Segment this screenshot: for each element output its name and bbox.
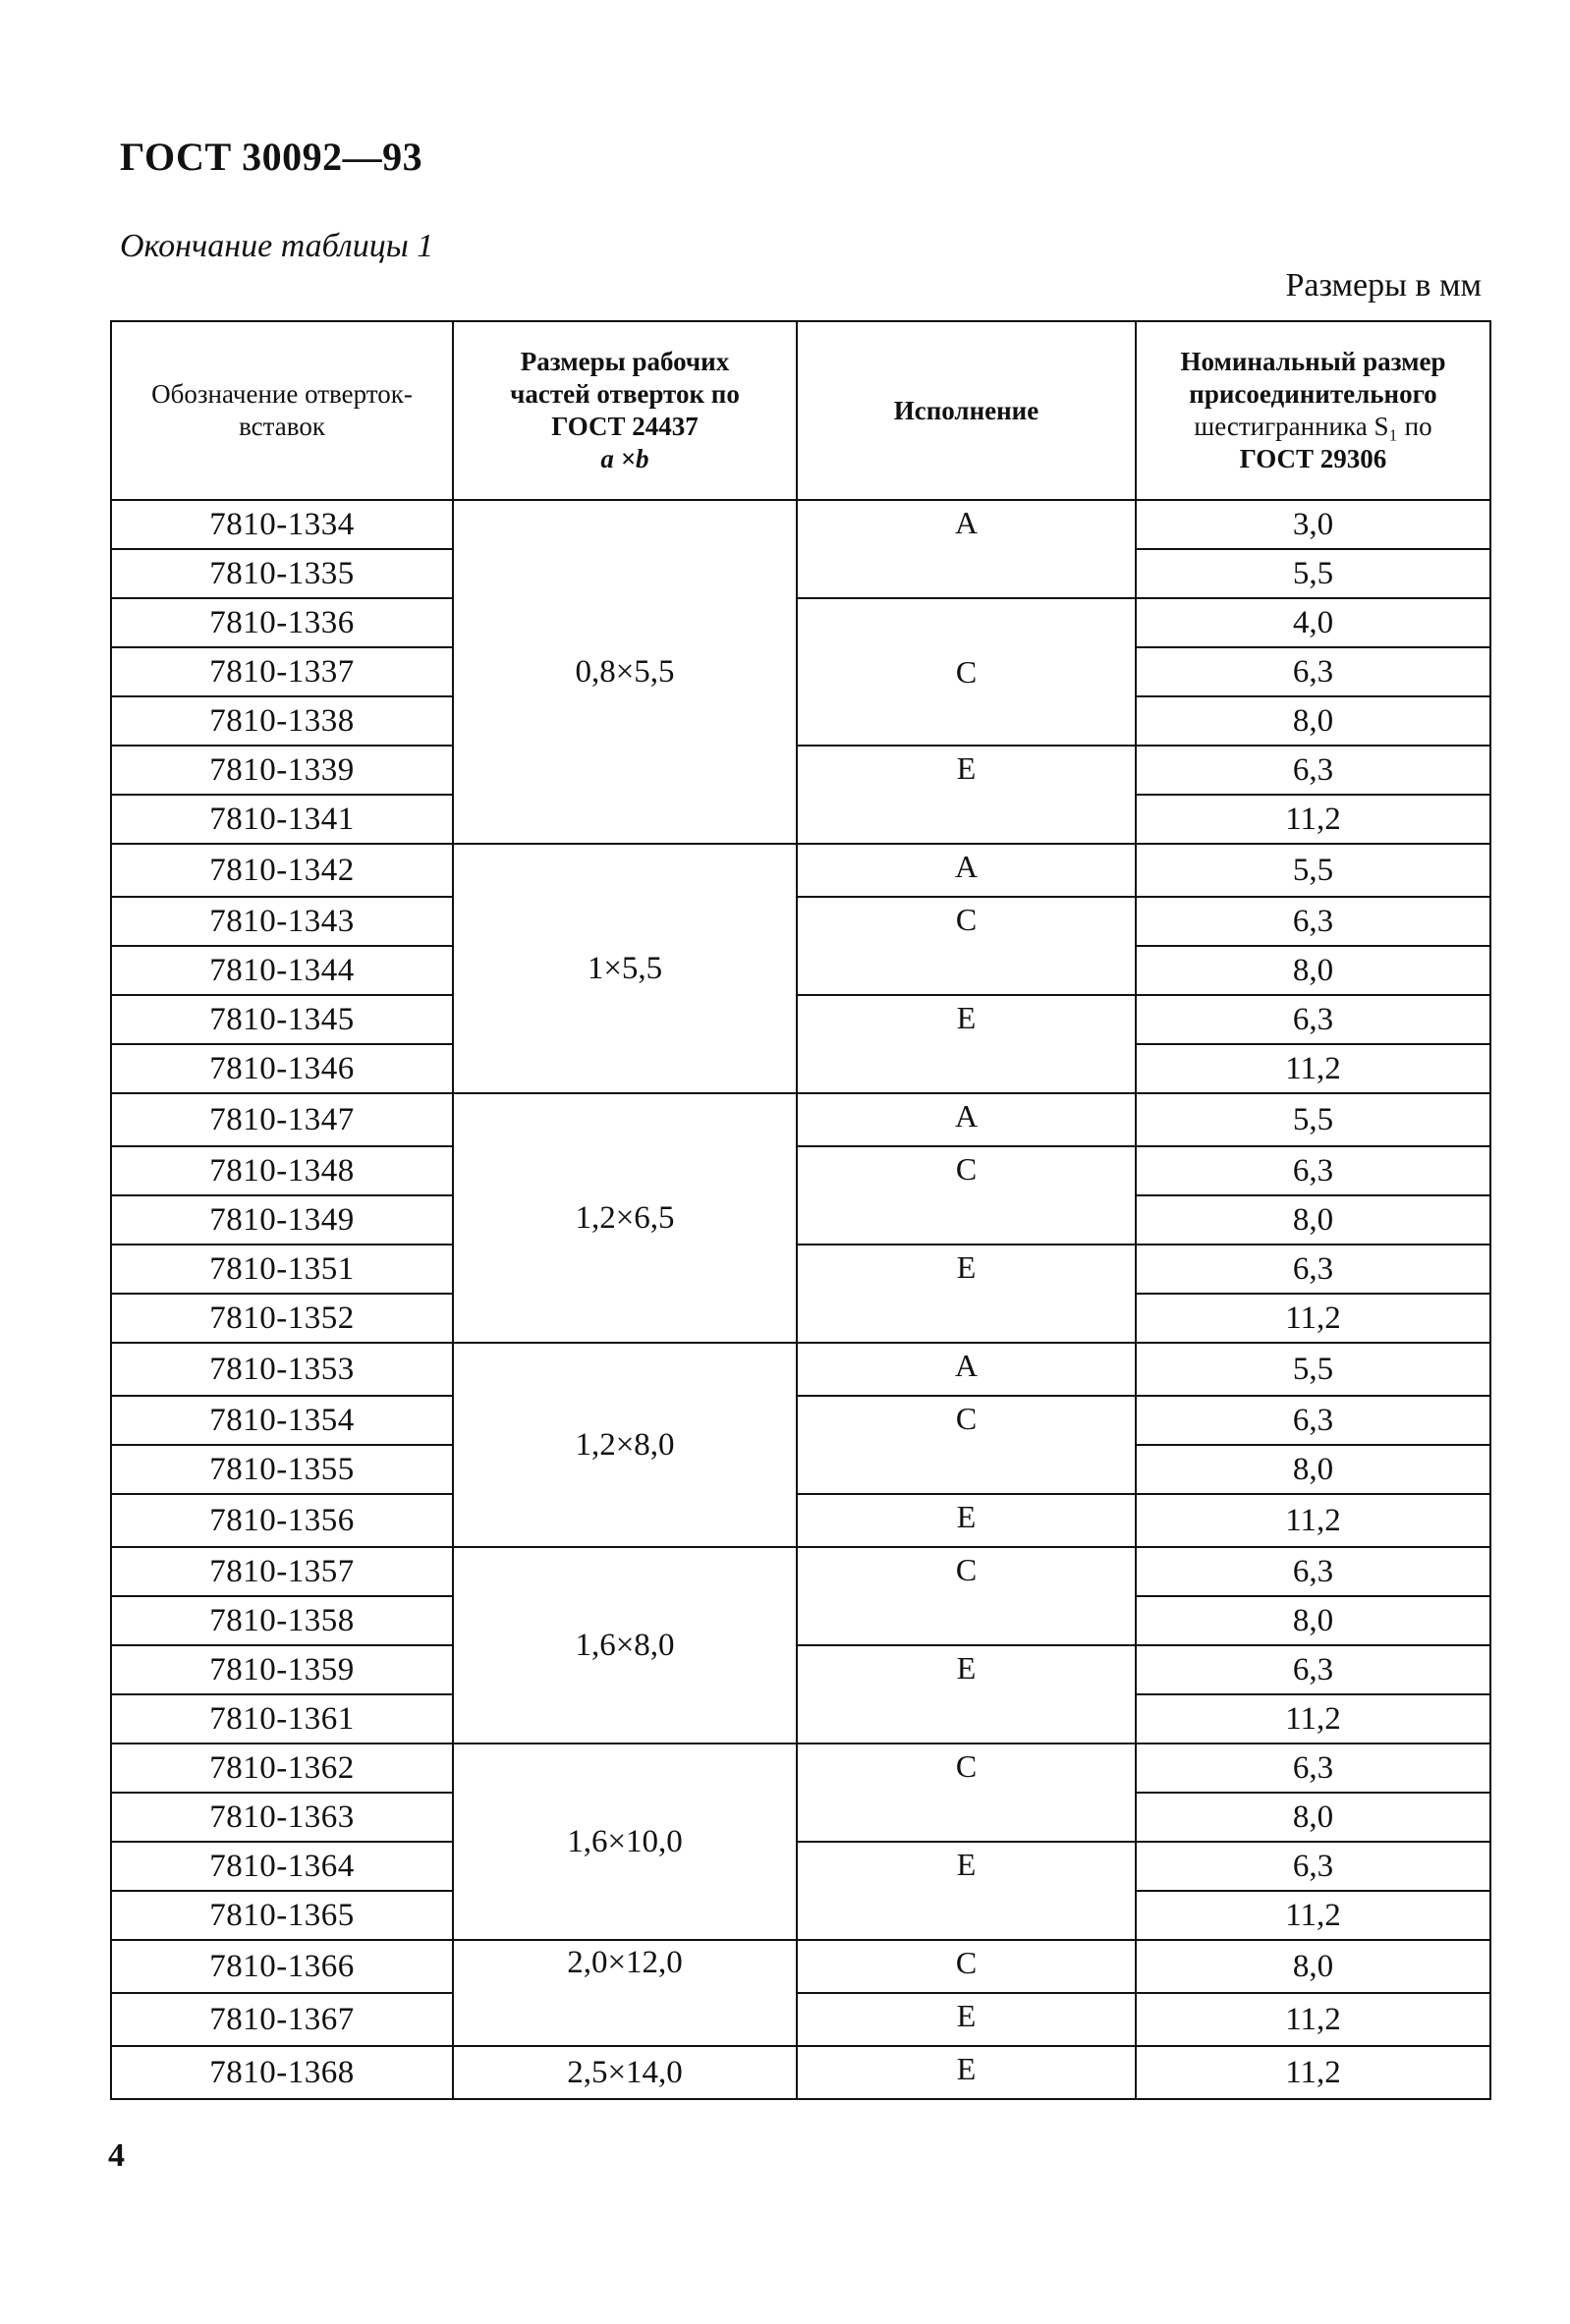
size-cell: 1,2×8,0	[453, 1343, 797, 1547]
hex-cell: 8,0	[1136, 1793, 1490, 1842]
table-row	[111, 598, 1490, 647]
header-designation: Обозначение отверток-вставок	[111, 321, 453, 500]
table-row	[111, 1940, 1490, 1993]
execution-cell: C	[797, 1940, 1136, 1993]
designation-cell: 7810-1349	[111, 1195, 453, 1245]
hex-cell: 11,2	[1136, 795, 1490, 844]
hex-cell: 8,0	[1136, 1195, 1490, 1245]
execution-cell: E	[797, 1993, 1136, 2046]
size-cell: 1,2×6,5	[453, 1093, 797, 1343]
designation-cell: 7810-1338	[111, 696, 453, 746]
execution-cell: C	[797, 1396, 1136, 1494]
hex-cell: 6,3	[1136, 1146, 1490, 1195]
table-header-row	[111, 321, 1490, 500]
designation-cell: 7810-1335	[111, 549, 453, 598]
table-row	[111, 1343, 1490, 1396]
header-hex-size: Номинальный размер присоединительного шестигранника S₁ по ГОСТ 29306	[1136, 321, 1490, 500]
designation-cell: 7810-1368	[111, 2046, 453, 2099]
size-cell: 1,6×8,0	[453, 1547, 797, 1743]
size-cell: 1×5,5	[453, 844, 797, 1093]
table-row	[111, 844, 1490, 897]
hex-cell: 6,3	[1136, 1743, 1490, 1793]
size-cell: 0,8×5,5	[453, 500, 797, 844]
designation-cell: 7810-1367	[111, 1993, 453, 2046]
execution-cell: E	[797, 2046, 1136, 2099]
execution-cell: C	[797, 1743, 1136, 1842]
designation-cell: 7810-1336	[111, 598, 453, 647]
designation-cell: 7810-1365	[111, 1891, 453, 1940]
hex-cell: 8,0	[1136, 1445, 1490, 1494]
designation-cell: 7810-1344	[111, 946, 453, 995]
table-row	[111, 2046, 1490, 2099]
hex-cell: 6,3	[1136, 1547, 1490, 1596]
table-row	[111, 1993, 1490, 2046]
designation-cell: 7810-1341	[111, 795, 453, 844]
execution-cell: A	[797, 844, 1136, 897]
designation-cell: 7810-1363	[111, 1793, 453, 1842]
designation-cell: 7810-1348	[111, 1146, 453, 1195]
hex-cell: 8,0	[1136, 696, 1490, 746]
header-execution: Исполнение	[797, 321, 1136, 500]
hex-cell: 11,2	[1136, 1494, 1490, 1547]
hex-cell: 11,2	[1136, 1891, 1490, 1940]
designation-cell: 7810-1345	[111, 995, 453, 1044]
execution-cell: C	[797, 1146, 1136, 1245]
hex-cell: 6,3	[1136, 1245, 1490, 1294]
execution-cell: C	[797, 897, 1136, 995]
hex-cell: 8,0	[1136, 1940, 1490, 1993]
hex-cell: 6,3	[1136, 647, 1490, 696]
hex-cell: 6,3	[1136, 746, 1490, 795]
designation-cell: 7810-1366	[111, 1940, 453, 1993]
hex-cell: 11,2	[1136, 1044, 1490, 1093]
execution-cell: E	[797, 1842, 1136, 1940]
designation-cell: 7810-1364	[111, 1842, 453, 1891]
hex-cell: 6,3	[1136, 1842, 1490, 1891]
hex-cell: 5,5	[1136, 1343, 1490, 1396]
hex-cell: 11,2	[1136, 1294, 1490, 1343]
designation-cell: 7810-1355	[111, 1445, 453, 1494]
designation-cell: 7810-1362	[111, 1743, 453, 1793]
hex-cell: 4,0	[1136, 598, 1490, 647]
hex-cell: 6,3	[1136, 1396, 1490, 1445]
designation-cell: 7810-1346	[111, 1044, 453, 1093]
execution-cell: E	[797, 1494, 1136, 1547]
table-caption: Окончание таблицы 1	[120, 228, 434, 264]
execution-cell: A	[797, 500, 1136, 598]
table-row	[111, 897, 1490, 946]
units-note: Размеры в мм	[1285, 267, 1482, 304]
table-row	[111, 995, 1490, 1044]
execution-cell: C	[797, 598, 1136, 746]
execution-cell: E	[797, 1645, 1136, 1743]
execution-cell: A	[797, 1093, 1136, 1146]
designation-cell: 7810-1334	[111, 500, 453, 549]
table-row	[111, 1743, 1490, 1793]
table-row	[111, 1396, 1490, 1445]
designation-cell: 7810-1354	[111, 1396, 453, 1445]
hex-cell: 5,5	[1136, 1093, 1490, 1146]
designation-cell: 7810-1357	[111, 1547, 453, 1596]
dimensions-table	[110, 320, 1491, 2100]
hex-cell: 3,0	[1136, 500, 1490, 549]
table-row	[111, 1146, 1490, 1195]
hex-cell: 11,2	[1136, 1694, 1490, 1743]
execution-cell: E	[797, 995, 1136, 1093]
designation-cell: 7810-1351	[111, 1245, 453, 1294]
designation-cell: 7810-1358	[111, 1596, 453, 1645]
hex-cell: 8,0	[1136, 946, 1490, 995]
hex-cell: 5,5	[1136, 844, 1490, 897]
hex-cell: 6,3	[1136, 1645, 1490, 1694]
designation-cell: 7810-1359	[111, 1645, 453, 1694]
hex-cell: 6,3	[1136, 897, 1490, 946]
table-row	[111, 1645, 1490, 1694]
hex-cell: 6,3	[1136, 995, 1490, 1044]
designation-cell: 7810-1361	[111, 1694, 453, 1743]
designation-cell: 7810-1342	[111, 844, 453, 897]
table-row	[111, 500, 1490, 549]
designation-cell: 7810-1353	[111, 1343, 453, 1396]
table-row	[111, 746, 1490, 795]
designation-cell: 7810-1356	[111, 1494, 453, 1547]
execution-cell: E	[797, 746, 1136, 844]
execution-cell: E	[797, 1245, 1136, 1343]
hex-cell: 11,2	[1136, 1993, 1490, 2046]
table-row	[111, 1842, 1490, 1891]
hex-cell: 11,2	[1136, 2046, 1490, 2099]
size-cell: 2,5×14,0	[453, 2046, 797, 2099]
designation-cell: 7810-1343	[111, 897, 453, 946]
hex-cell: 8,0	[1136, 1596, 1490, 1645]
table-row	[111, 1245, 1490, 1294]
designation-cell: 7810-1339	[111, 746, 453, 795]
execution-cell: A	[797, 1343, 1136, 1396]
designation-cell: 7810-1352	[111, 1294, 453, 1343]
table-row	[111, 1494, 1490, 1547]
size-cell: 2,0×12,0	[453, 1940, 797, 2046]
table-row	[111, 1093, 1490, 1146]
designation-cell: 7810-1337	[111, 647, 453, 696]
page-number: 4	[108, 2137, 125, 2174]
table-row	[111, 1547, 1490, 1596]
designation-cell: 7810-1347	[111, 1093, 453, 1146]
execution-cell: C	[797, 1547, 1136, 1645]
size-cell: 1,6×10,0	[453, 1743, 797, 1940]
hex-cell: 5,5	[1136, 549, 1490, 598]
header-working-parts: Размеры рабочих частей отверток по ГОСТ 24437 a ×b	[453, 321, 797, 500]
document-code: ГОСТ 30092—93	[120, 135, 423, 179]
